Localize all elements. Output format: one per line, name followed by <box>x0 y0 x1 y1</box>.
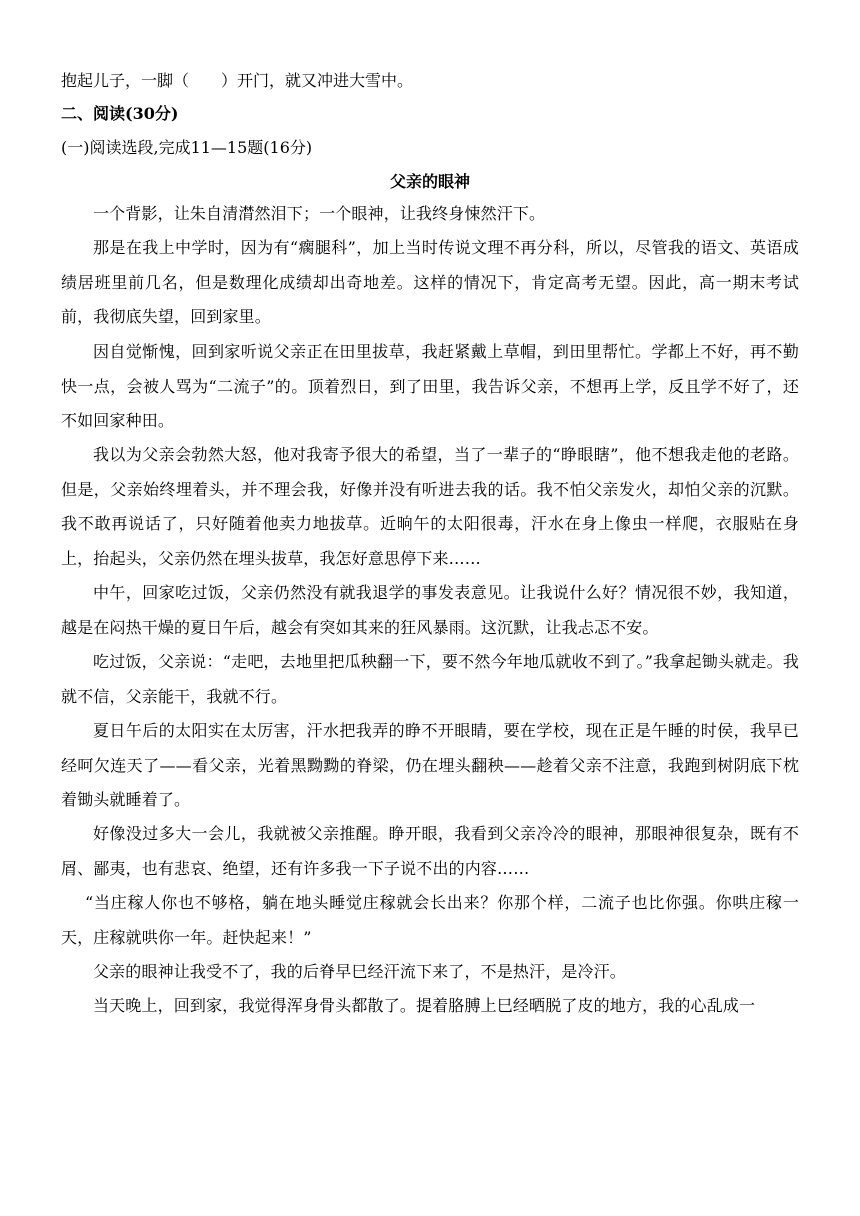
paragraph-9: “当庄稼人你也不够格，躺在地头睡觉庄稼就会长出来？你那个样，二流子也比你强。你哄庄稼一天，庄稼就哄你一年。赶快起来！” <box>61 893 799 947</box>
paragraph-1: 一个背影，让朱自清潸然泪下；一个眼神，让我终身悚然汗下。 <box>93 204 546 223</box>
paragraph-2: 那是在我上中学时，因为有“瘸腿科”，加上当时传说文理不再分科，所以，尽管我的语文、英语成绩居班里前几名，但是数理化成绩却出奇地差。这样的情况下，肯定高考无望。因此，高一期末考试前，我彻底失望，回到家里。 <box>61 238 799 326</box>
subsection-instruction: (一)阅读选段,完成11—15题(16分) <box>61 138 313 157</box>
paragraph-7: 夏日午后的太阳实在太厉害，汗水把我弄的睁不开眼睛，要在学校，现在正是午睡的时侯，我早已经呵欠连天了——看父亲，光着黑黝黝的脊梁，仍在埋头翻秧——趁着父亲不注意，我跑到树阴底下枕着锄头就睡着了。 <box>61 721 799 809</box>
paragraph-11: 当天晚上，回到家，我觉得浑身骨头都散了。提着胳膊上巳经晒脱了皮的地方，我的心乱成一 <box>93 996 756 1015</box>
paragraph-10: 父亲的眼神让我受不了，我的后脊早巳经汗流下来了，不是热汗，是冷汗。 <box>93 962 626 981</box>
paragraph-8: 好像没过多大一会儿，我就被父亲推醒。睁开眼，我看到父亲冷冷的眼神，那眼神很复杂，既有不屑、鄙夷，也有悲哀、绝望，还有许多我一下子说不出的内容…… <box>61 824 799 878</box>
paragraph-3: 因自觉惭愧，回到家听说父亲正在田里拔草，我赶紧戴上草帽，到田里帮忙。学都上不好，再不勤快一点，会被人骂为“二流子”的。顶着烈日，到了田里，我告诉父亲，不想再上学，反且学不好了，还不如回家种田。 <box>61 342 799 430</box>
section-heading: 二、阅读(30分) <box>61 104 179 123</box>
article-title: 父亲的眼神 <box>389 172 470 191</box>
paragraph-4: 我以为父亲会勃然大怒，他对我寄予很大的希望，当了一辈子的“睁眼瞎”，他不想我走他的老路。但是，父亲始终埋着头，并不理会我，好像并没有听进去我的话。我不怕父亲发火，却怕父亲的沉默。我不敢再说话了，只好随着他卖力地拔草。近晌午的太阳很毒，汗水在身上像虫一样爬，衣服贴在身上，抬起头，父亲仍然在埋头拔草，我怎好意思停下来…… <box>61 445 799 568</box>
previous-question-line: 抱起儿子，一脚（ ）开门，就又冲进大雪中。 <box>61 71 414 90</box>
paragraph-6: 吃过饭，父亲说：“走吧，去地里把瓜秧翻一下，要不然今年地瓜就收不到了。”我拿起锄头就走。我就不信，父亲能干，我就不行。 <box>61 652 799 706</box>
paragraph-5: 中午，回家吃过饭，父亲仍然没有就我退学的事发表意见。让我说什么好？情况很不妙，我知道，越是在闷热干燥的夏日午后，越会有突如其来的狂风暴雨。这沉默，让我忐忑不安。 <box>61 583 799 637</box>
